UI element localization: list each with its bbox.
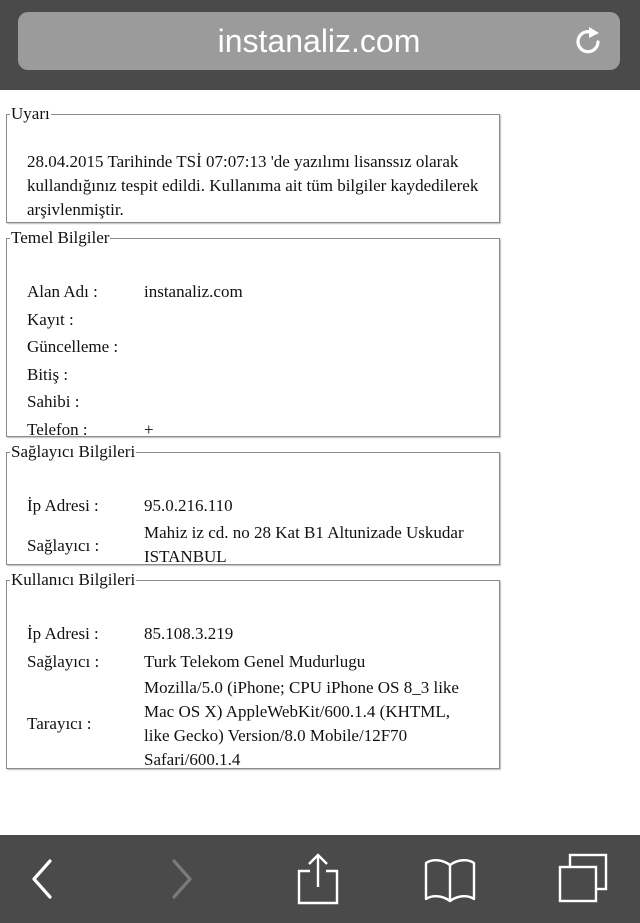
info-label: Güncelleme : <box>27 337 119 356</box>
browser-top-bar <box>0 0 640 90</box>
info-label: Sahibi : <box>27 392 80 411</box>
provider-info-legend: Sağlayıcı Bilgileri <box>11 442 136 461</box>
basic-info-legend: Temel Bilgiler <box>11 228 110 247</box>
reload-icon[interactable] <box>574 26 604 56</box>
info-value: 85.108.3.219 <box>144 624 234 643</box>
info-label: İp Adresi : <box>27 496 99 515</box>
info-value: Turk Telekom Genel Mudurlugu <box>144 652 366 671</box>
warning-text: 28.04.2015 Tarihinde TSİ 07:07:13 'de yazılımı lisanssız olarak kullandığınız tespit edildi. Kullanıma ait tüm bilgiler kaydedilerek arşivlenmiştir. <box>27 152 479 219</box>
info-label: Sağlayıcı : <box>27 652 100 671</box>
share-icon[interactable] <box>290 853 346 905</box>
chevron-left-icon[interactable] <box>14 853 70 905</box>
user-info-legend: Kullanıcı Bilgileri <box>11 570 136 589</box>
warning-legend: Uyarı <box>11 104 50 123</box>
info-label: Sağlayıcı : <box>27 536 100 555</box>
info-label: Tarayıcı : <box>27 714 92 733</box>
info-value: + <box>144 420 154 439</box>
info-label: Telefon : <box>27 420 88 439</box>
browser-toolbar <box>0 835 640 923</box>
book-icon[interactable] <box>422 853 478 905</box>
info-label: İp Adresi : <box>27 624 99 643</box>
tabs-icon[interactable] <box>556 853 612 905</box>
provider-info-box <box>6 442 500 565</box>
info-label: Alan Adı : <box>27 282 98 301</box>
warning-box <box>6 104 500 223</box>
info-value: Mozilla/5.0 (iPhone; CPU iPhone OS 8_3 like Mac OS X) AppleWebKit/600.1.4 (KHTML, like Gecko) Version/8.0 Mobile/12F70 Safari/600.1.4 <box>144 678 459 769</box>
address-bar[interactable] <box>18 12 620 70</box>
info-label: Kayıt : <box>27 310 74 329</box>
chevron-right-icon[interactable] <box>154 853 210 905</box>
info-value: Mahiz iz cd. no 28 Kat B1 Altunizade Uskudar ISTANBUL <box>144 523 464 566</box>
basic-info-box <box>6 228 500 437</box>
info-label: Bitiş : <box>27 365 69 384</box>
address-bar-url: instanaliz.com <box>217 23 421 59</box>
info-value: 95.0.216.110 <box>144 496 233 515</box>
info-value: instanaliz.com <box>144 282 243 301</box>
user-info-box <box>6 570 500 769</box>
